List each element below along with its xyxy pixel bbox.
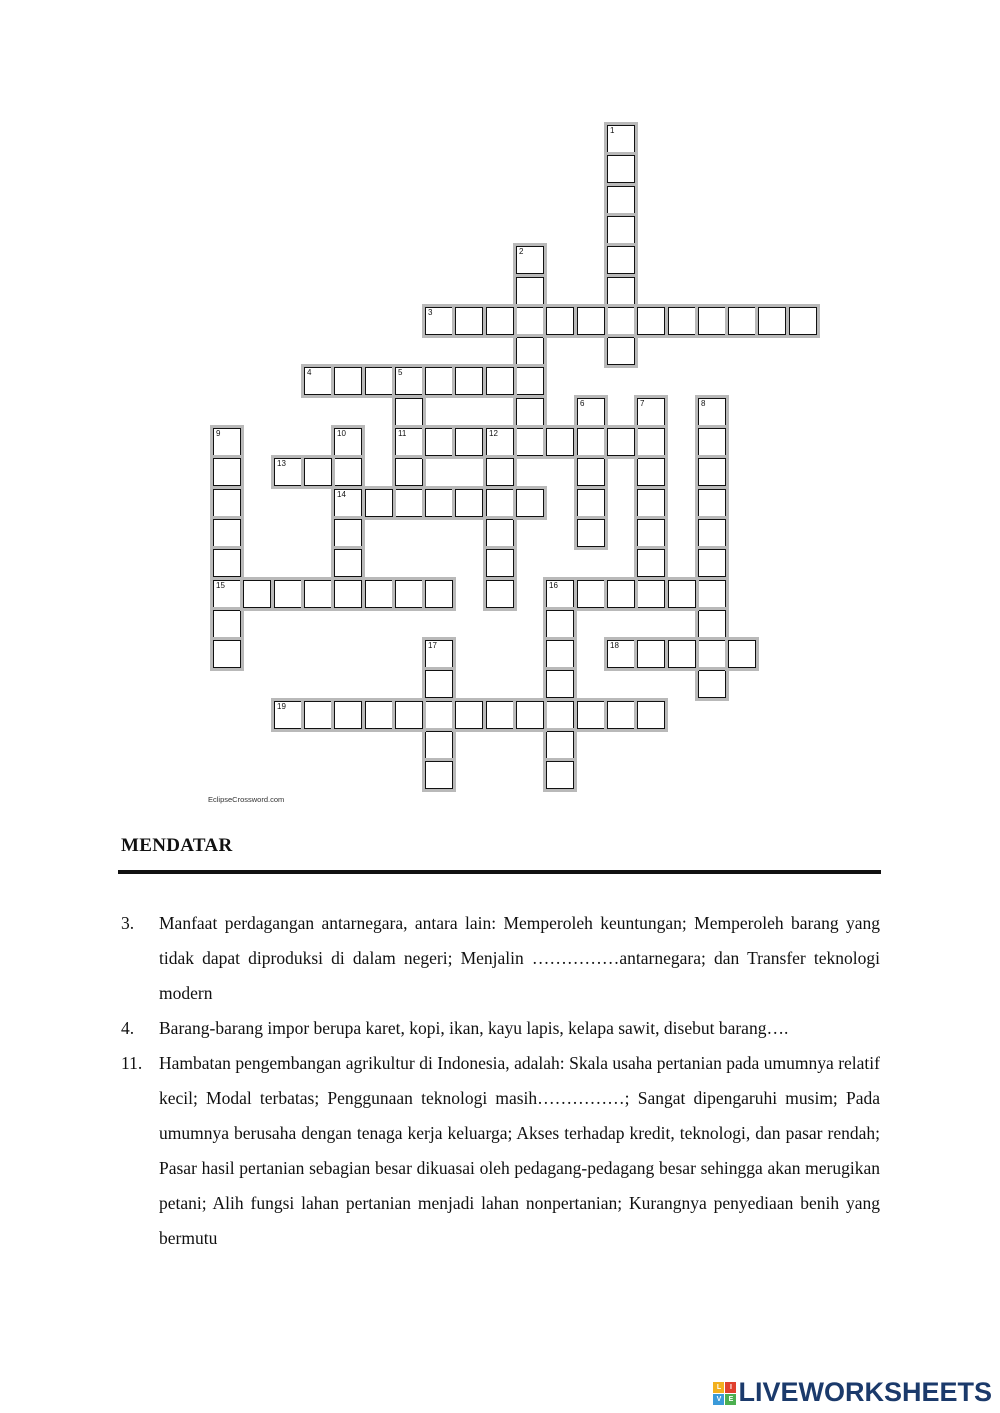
clue-text: Manfaat perdagangan antarnegara, antara lain: Memperoleh keuntungan; Memperoleh barang yang tidak dapat diproduksi di dalam negeri; Menjalin ……………antarnegara; dan Transfer teknologi modern [159,913,880,1003]
crossword-cell[interactable] [425,701,453,729]
crossword-cell[interactable] [637,398,665,426]
crossword-cell[interactable] [728,640,756,668]
crossword-cell[interactable] [486,307,514,335]
cell-number: 9 [216,429,221,438]
crossword-cell[interactable] [516,489,544,517]
crossword-cell[interactable] [304,367,332,395]
crossword-cell[interactable] [698,398,726,426]
crossword-cell[interactable] [486,367,514,395]
crossword-cell[interactable] [516,307,544,335]
clue-number: 3. [121,913,135,933]
crossword-cell[interactable] [486,519,514,547]
clue-number: 11. [121,1053,143,1073]
crossword-cell[interactable] [274,701,302,729]
cell-number: 11 [398,429,407,438]
crossword-cell[interactable] [546,731,574,759]
clue-item [118,906,880,1011]
crossword-credit: EclipseCrossword.com [208,795,285,804]
crossword-cell[interactable] [365,580,393,608]
crossword-cell[interactable] [334,580,362,608]
crossword-cell[interactable] [455,428,483,456]
clue-item [118,1046,880,1256]
cell-number: 7 [640,399,645,408]
crossword-cell[interactable] [577,428,605,456]
crossword-cell[interactable] [516,367,544,395]
crossword-cell[interactable] [577,307,605,335]
cell-number: 10 [337,429,346,438]
crossword-cell[interactable] [334,489,362,517]
crossword-cell[interactable] [607,580,635,608]
crossword-cell[interactable] [607,337,635,365]
crossword-cell[interactable] [455,307,483,335]
crossword-cell[interactable] [516,701,544,729]
crossword-cell[interactable] [425,489,453,517]
crossword-cell[interactable] [365,367,393,395]
crossword-cell[interactable] [698,640,726,668]
crossword-cell[interactable] [213,458,241,486]
logo-letter: E [725,1394,736,1405]
crossword-cell[interactable] [243,580,271,608]
section-title: MENDATAR [121,835,233,856]
crossword-cell[interactable] [365,489,393,517]
crossword-cell[interactable] [304,701,332,729]
crossword-cell[interactable] [334,701,362,729]
crossword-cell[interactable] [455,489,483,517]
crossword-cell[interactable] [546,580,574,608]
crossword-cell[interactable] [425,428,453,456]
crossword-cell[interactable] [425,367,453,395]
crossword-cell[interactable] [425,670,453,698]
crossword-cell[interactable] [213,610,241,638]
crossword-cell[interactable] [213,640,241,668]
crossword-cell[interactable] [607,155,635,183]
crossword-cell[interactable] [637,580,665,608]
crossword-cell[interactable] [486,549,514,577]
crossword-cell[interactable] [213,428,241,456]
crossword-cell[interactable] [637,307,665,335]
crossword-cell[interactable] [425,731,453,759]
cell-number: 18 [610,641,619,650]
crossword-cell[interactable] [213,549,241,577]
crossword-cell[interactable] [698,307,726,335]
crossword-cell[interactable] [607,216,635,244]
crossword-cell[interactable] [637,519,665,547]
crossword-cell[interactable] [516,246,544,274]
crossword-cell[interactable] [668,307,696,335]
crossword-cell[interactable] [486,458,514,486]
crossword-cell[interactable] [213,519,241,547]
logo-letter: V [713,1394,724,1405]
crossword-cell[interactable] [577,398,605,426]
crossword-cell[interactable] [698,670,726,698]
crossword-cell[interactable] [789,307,817,335]
crossword-cell[interactable] [698,519,726,547]
crossword-cell[interactable] [607,307,635,335]
crossword-cell[interactable] [637,428,665,456]
clue-item [118,1011,880,1046]
cell-number: 19 [277,702,286,711]
crossword-cell[interactable] [546,640,574,668]
cell-number: 4 [307,368,312,377]
crossword-cell[interactable] [577,580,605,608]
crossword-cell[interactable] [577,519,605,547]
crossword-cell[interactable] [425,640,453,668]
crossword-cell[interactable] [213,489,241,517]
crossword-cell[interactable] [395,398,423,426]
cell-number: 13 [277,459,286,468]
crossword-cell[interactable] [546,610,574,638]
crossword-cell[interactable] [516,398,544,426]
crossword-cell[interactable] [698,428,726,456]
crossword-cell[interactable] [334,367,362,395]
crossword-cell[interactable] [607,277,635,305]
crossword-cell[interactable] [334,549,362,577]
crossword-cell[interactable] [334,428,362,456]
crossword-cell[interactable] [546,701,574,729]
crossword-cell[interactable] [486,428,514,456]
crossword-cell[interactable] [274,580,302,608]
crossword-cell[interactable] [698,549,726,577]
crossword-cell[interactable] [607,246,635,274]
cell-number: 1 [610,126,615,135]
logo-letter: L [713,1382,724,1393]
clue-list [118,906,880,1256]
crossword-cell[interactable] [546,761,574,789]
crossword-cell[interactable] [516,428,544,456]
liveworksheets-logo-icon [713,1382,735,1404]
crossword-cell[interactable] [365,701,393,729]
crossword-cell[interactable] [304,580,332,608]
cell-number: 16 [549,581,558,590]
crossword-cell[interactable] [486,580,514,608]
crossword-cell[interactable] [637,489,665,517]
crossword-cell[interactable] [395,489,423,517]
logo-letter: I [725,1382,736,1393]
crossword-cell[interactable] [637,701,665,729]
crossword-cell[interactable] [455,367,483,395]
cell-number: 2 [519,247,524,256]
crossword-cell[interactable] [668,580,696,608]
crossword-cell[interactable] [546,670,574,698]
crossword-cell[interactable] [607,640,635,668]
crossword-cell[interactable] [607,186,635,214]
cell-number: 3 [428,308,433,317]
cell-number: 5 [398,368,403,377]
crossword-cell[interactable] [395,580,423,608]
cell-number: 12 [489,429,498,438]
crossword-cell[interactable] [425,307,453,335]
crossword-cell[interactable] [395,701,423,729]
clue-text: Barang-barang impor berupa karet, kopi, ikan, kayu lapis, kelapa sawit, disebut barang…. [159,1018,789,1038]
crossword-cell[interactable] [395,428,423,456]
crossword-cell[interactable] [516,337,544,365]
divider [118,870,881,874]
crossword-cell[interactable] [486,701,514,729]
crossword-cell[interactable] [304,458,332,486]
crossword-cell[interactable] [546,307,574,335]
crossword-cell[interactable] [455,701,483,729]
clue-text: Hambatan pengembangan agrikultur di Indonesia, adalah: Skala usaha pertanian pada umumnya relatif kecil; Modal terbatas; Penggunaan teknologi masih……………; Sangat dipengaruhi musim; Pada umumnya berusaha dengan tenaga kerja keluarga; Akses terhadap kredit, teknologi, dan pasar rendah; Pasar hasil pertanian sebagian besar dikuasai oleh pedagang-pedagang besar sehingga akan merugikan petani; Alih fungsi lahan pertanian menjadi lahan nonpertanian; Kurangnya penyediaan benih yang bermutu [159,1053,880,1248]
crossword-cell[interactable] [637,640,665,668]
crossword-cell[interactable] [607,428,635,456]
crossword-cell[interactable] [637,458,665,486]
crossword-cell[interactable] [395,367,423,395]
crossword-cell[interactable] [577,489,605,517]
cell-number: 8 [701,399,706,408]
crossword-cell[interactable] [213,580,241,608]
crossword-cell[interactable] [698,489,726,517]
crossword-cell[interactable] [758,307,786,335]
crossword-cell[interactable] [274,458,302,486]
crossword-cell[interactable] [698,610,726,638]
cell-number: 15 [216,581,225,590]
crossword-cell[interactable] [546,428,574,456]
crossword-cell[interactable] [516,277,544,305]
clue-number: 4. [121,1018,135,1038]
crossword-cell[interactable] [637,549,665,577]
crossword-cell[interactable] [395,458,423,486]
cell-number: 14 [337,490,346,499]
crossword-cell[interactable] [577,458,605,486]
crossword-cell[interactable] [425,761,453,789]
crossword-cell[interactable] [698,458,726,486]
crossword-cell[interactable] [668,640,696,668]
crossword-cell[interactable] [334,458,362,486]
crossword-cell[interactable] [486,489,514,517]
crossword-cell[interactable] [577,701,605,729]
brand-name: LIVEWORKSHEETS [738,1377,992,1407]
cell-number: 6 [580,399,585,408]
crossword-cell[interactable] [698,580,726,608]
crossword-cell[interactable] [728,307,756,335]
crossword-cell[interactable] [334,519,362,547]
liveworksheets-brand [713,1377,992,1408]
cell-number: 17 [428,641,437,650]
crossword-cell[interactable] [607,125,635,153]
crossword-cell[interactable] [425,580,453,608]
crossword-cell[interactable] [607,701,635,729]
